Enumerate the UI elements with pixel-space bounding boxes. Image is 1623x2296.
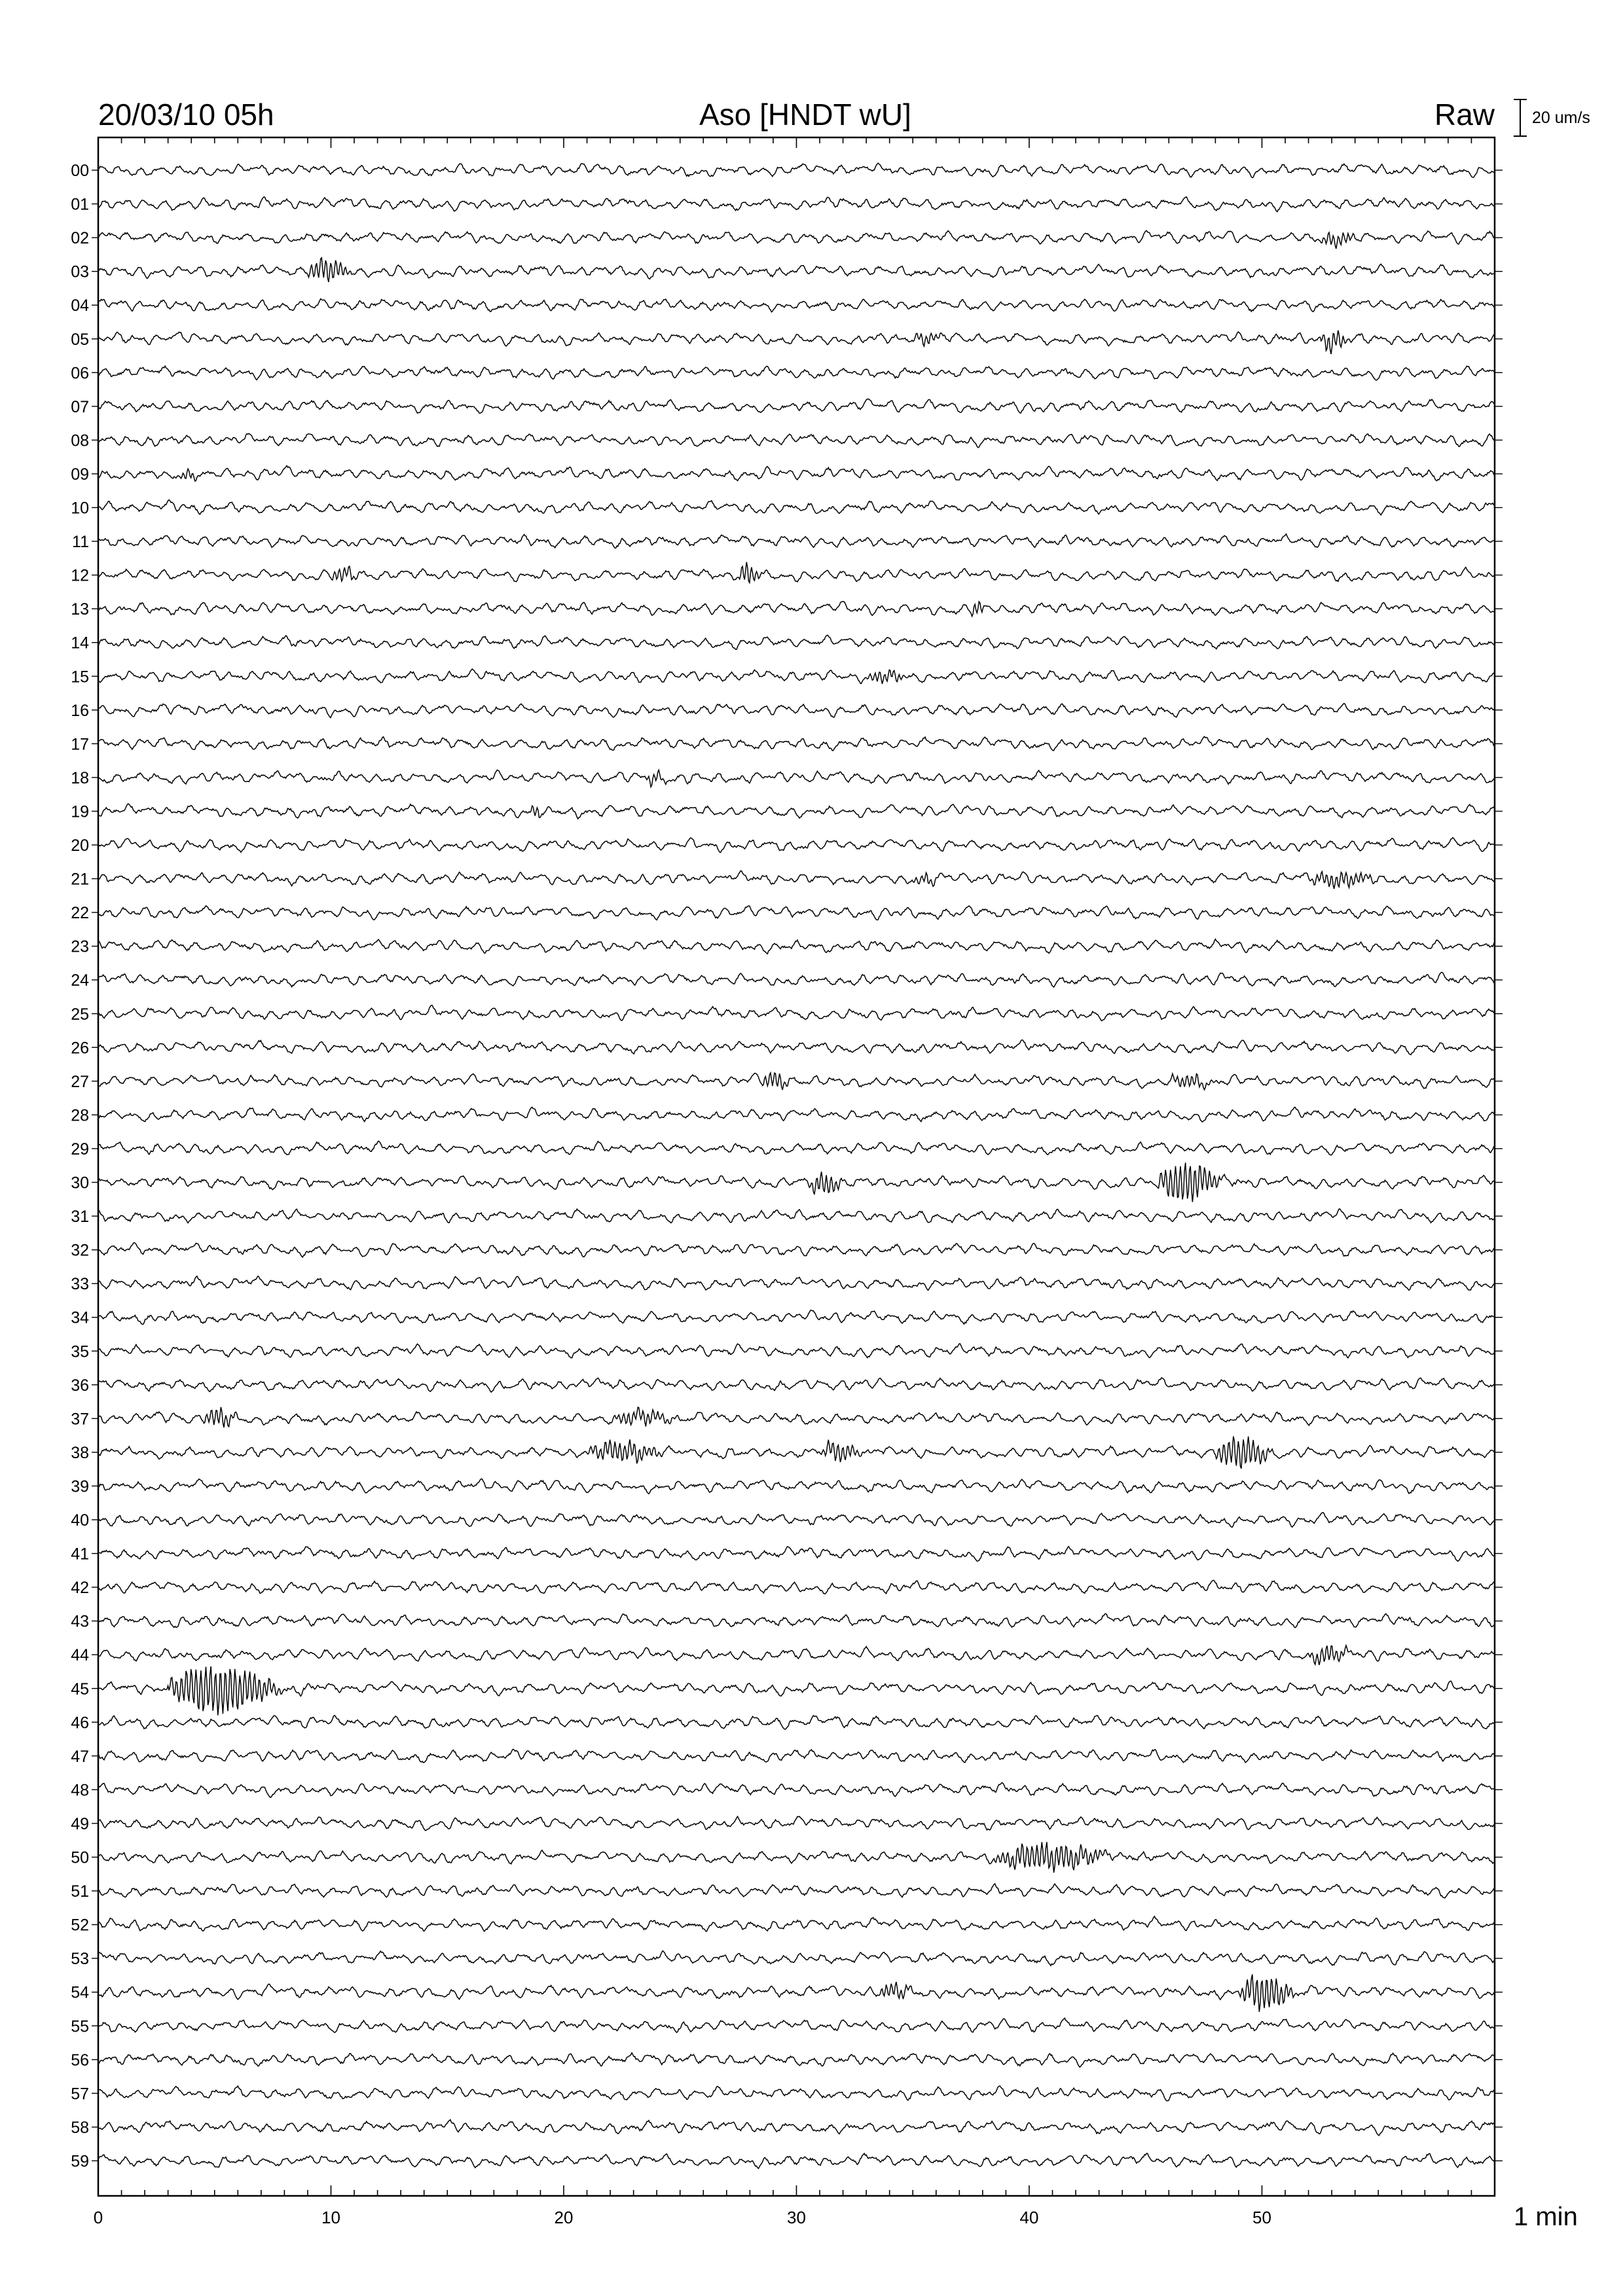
row-label: 54 <box>71 1983 89 2002</box>
trace-line <box>98 635 1495 649</box>
row-label: 02 <box>71 229 89 248</box>
row-label: 04 <box>71 296 89 315</box>
trace-line <box>98 1378 1495 1392</box>
row-label: 20 <box>71 836 89 855</box>
trace-line <box>98 1407 1495 1427</box>
trace-line <box>98 939 1495 954</box>
row-label: 58 <box>71 2118 89 2137</box>
trace-line <box>98 1005 1495 1021</box>
row-label: 23 <box>71 937 89 956</box>
row-label: 52 <box>71 1916 89 1935</box>
row-label: 13 <box>71 600 89 619</box>
trace-line <box>98 804 1495 819</box>
row-label: 05 <box>71 330 89 349</box>
trace-line <box>98 770 1495 787</box>
row-label: 47 <box>71 1747 89 1766</box>
row-label: 48 <box>71 1781 89 1800</box>
trace-line <box>98 2053 1495 2067</box>
trace-line <box>98 466 1495 482</box>
row-label: 59 <box>71 2152 89 2171</box>
row-label: 34 <box>71 1308 89 1327</box>
row-label: 14 <box>71 634 89 653</box>
row-label: 19 <box>71 802 89 821</box>
row-label: 29 <box>71 1139 89 1158</box>
amplitude-scale-label: 20 um/s <box>1532 109 1590 127</box>
trace-line <box>98 1141 1495 1155</box>
trace-line <box>98 1645 1495 1665</box>
row-label: 15 <box>71 668 89 687</box>
row-label: 24 <box>71 971 89 990</box>
trace-line <box>98 1975 1495 2012</box>
row-label: 03 <box>71 262 89 281</box>
row-label: 50 <box>71 1848 89 1867</box>
x-tick-label: 40 <box>1019 2208 1039 2227</box>
trace-line <box>98 163 1495 177</box>
trace-line <box>98 1040 1495 1055</box>
trace-line <box>98 1344 1495 1358</box>
amplitude-scale-bar <box>1514 99 1527 136</box>
trace-line <box>98 1666 1495 1715</box>
row-label: 18 <box>71 768 89 787</box>
row-label: 45 <box>71 1679 89 1698</box>
trace-line <box>98 1951 1495 1966</box>
trace-line <box>98 1437 1495 1469</box>
trace-line <box>98 1715 1495 1729</box>
trace-line <box>98 1310 1495 1325</box>
row-label: 12 <box>71 566 89 585</box>
row-label: 56 <box>71 2051 89 2070</box>
row-label: 30 <box>71 1174 89 1193</box>
row-label: 09 <box>71 465 89 484</box>
trace-line <box>98 871 1495 889</box>
trace-line <box>98 669 1495 684</box>
trace-line <box>98 1842 1495 1873</box>
trace-line <box>98 433 1495 448</box>
trace-line <box>98 230 1495 249</box>
row-label: 43 <box>71 1612 89 1631</box>
row-label: 41 <box>71 1545 89 1564</box>
row-label: 00 <box>71 162 89 180</box>
row-label: 37 <box>71 1410 89 1429</box>
row-label: 42 <box>71 1579 89 1598</box>
row-label: 01 <box>71 195 89 214</box>
row-label: 46 <box>71 1713 89 1732</box>
trace-line <box>98 534 1495 548</box>
trace-line <box>98 736 1495 751</box>
row-label: 08 <box>71 431 89 450</box>
trace-line <box>98 2018 1495 2032</box>
trace-line <box>98 906 1495 920</box>
row-label: 35 <box>71 1342 89 1361</box>
row-label: 16 <box>71 701 89 720</box>
x-tick-label: 0 <box>93 2208 103 2227</box>
x-axis-labels <box>94 2208 1271 2227</box>
header-mode: Raw <box>1434 98 1495 132</box>
trace-line <box>98 704 1495 718</box>
row-label: 28 <box>71 1106 89 1125</box>
trace-line <box>98 366 1495 380</box>
row-label: 53 <box>71 1950 89 1969</box>
trace-line <box>98 1479 1495 1494</box>
trace-line <box>98 1816 1495 1831</box>
header-station: Aso [HNDT wU] <box>699 98 911 132</box>
trace-line <box>98 1916 1495 1931</box>
trace-line <box>98 2153 1495 2168</box>
row-label: 27 <box>71 1072 89 1091</box>
row-label: 10 <box>71 499 89 518</box>
traces <box>98 163 1495 2168</box>
row-label: 44 <box>71 1646 89 1665</box>
trace-line <box>98 1209 1495 1223</box>
trace-line <box>98 973 1495 988</box>
row-labels <box>71 162 1503 2170</box>
row-label: 17 <box>71 735 89 754</box>
trace-line <box>98 1276 1495 1291</box>
trace-line <box>98 331 1495 354</box>
row-label: 51 <box>71 1882 89 1901</box>
trace-line <box>98 2086 1495 2101</box>
trace-line <box>98 1581 1495 1594</box>
trace-line <box>98 1513 1495 1527</box>
x-tick-label: 10 <box>321 2208 340 2227</box>
row-label: 38 <box>71 1443 89 1462</box>
row-label: 55 <box>71 2017 89 2036</box>
trace-line <box>98 197 1495 212</box>
x-tick-label: 50 <box>1252 2208 1271 2227</box>
x-tick-label: 20 <box>554 2208 574 2227</box>
row-label: 25 <box>71 1005 89 1024</box>
row-label: 06 <box>71 364 89 383</box>
trace-line <box>98 2120 1495 2136</box>
trace-line <box>98 562 1495 583</box>
trace-line <box>98 1614 1495 1628</box>
row-label: 32 <box>71 1241 89 1260</box>
row-label: 57 <box>71 2085 89 2104</box>
row-label: 07 <box>71 397 89 416</box>
trace-line <box>98 1162 1495 1202</box>
time-unit-label: 1 min <box>1514 2202 1578 2231</box>
trace-line <box>98 1073 1495 1090</box>
row-label: 22 <box>71 904 89 923</box>
trace-line <box>98 838 1495 853</box>
row-label: 11 <box>72 533 89 552</box>
trace-line <box>98 299 1495 312</box>
row-label: 21 <box>71 870 89 889</box>
row-label: 40 <box>71 1511 89 1530</box>
row-label: 49 <box>71 1814 89 1833</box>
trace-line <box>98 399 1495 414</box>
trace-line <box>98 258 1495 282</box>
trace-line <box>98 1107 1495 1122</box>
row-label: 31 <box>71 1208 89 1227</box>
trace-line <box>98 1749 1495 1763</box>
row-label: 39 <box>71 1477 89 1496</box>
trace-line <box>98 601 1495 617</box>
row-label: 33 <box>71 1275 89 1294</box>
x-tick-label: 30 <box>787 2208 806 2227</box>
row-label: 26 <box>71 1039 89 1058</box>
trace-line <box>98 1547 1495 1562</box>
header-datetime: 20/03/10 05h <box>98 98 274 132</box>
trace-line <box>98 1783 1495 1798</box>
trace-line <box>98 500 1495 515</box>
trace-line <box>98 1884 1495 1898</box>
trace-line <box>98 1243 1495 1257</box>
row-label: 36 <box>71 1376 89 1395</box>
